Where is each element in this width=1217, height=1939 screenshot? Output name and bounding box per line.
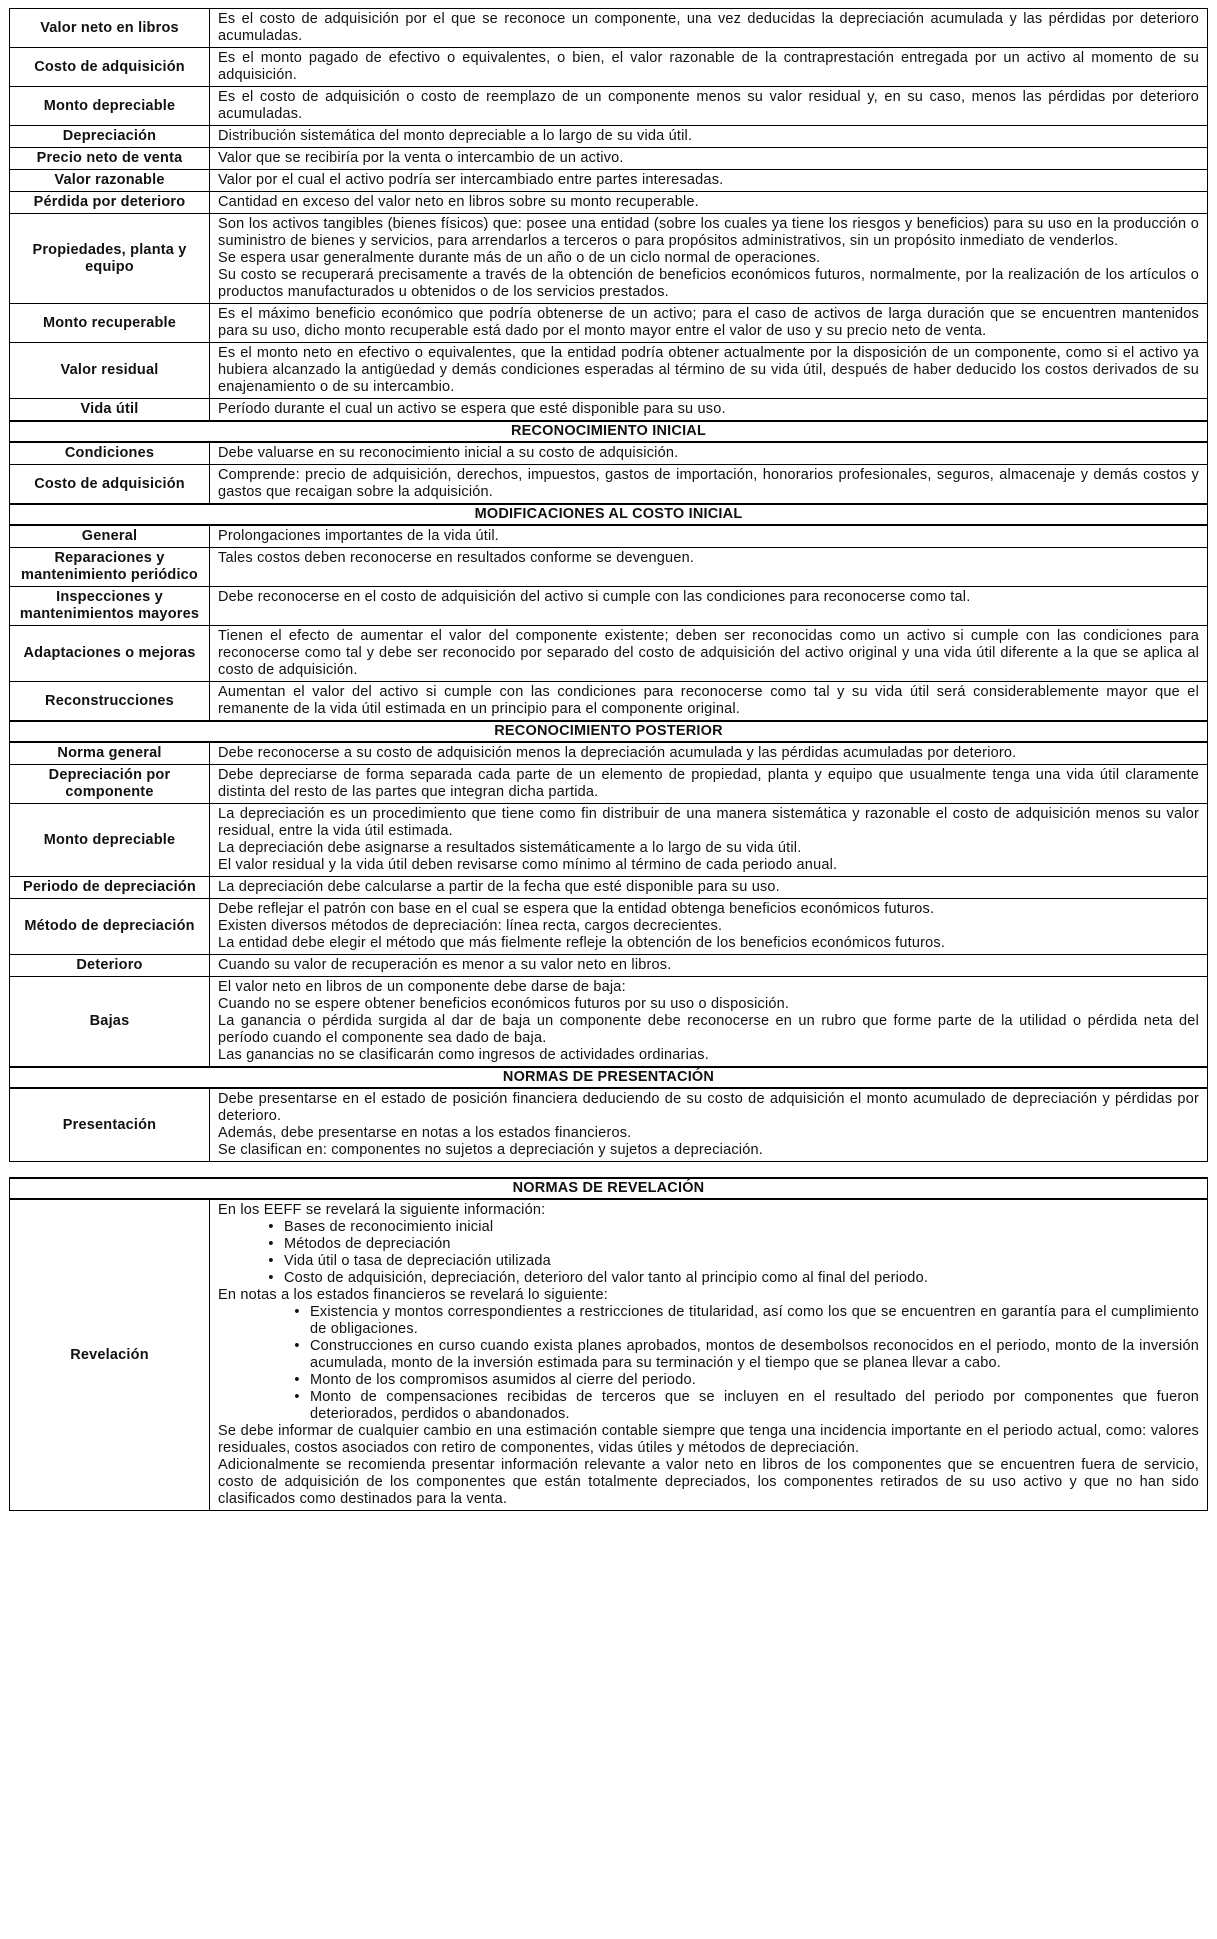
definition-cell [210, 343, 1208, 399]
term-label: Valor neto en libros [10, 9, 210, 48]
term-label: Vida útil [10, 399, 210, 422]
definition-cell [210, 804, 1208, 877]
term-label: Norma general [10, 742, 210, 765]
definition-paragraph: El valor residual y la vida útil deben revisarse como mínimo al término de cada periodo anual. [218, 857, 838, 873]
definition-cell [210, 765, 1208, 804]
term-row [10, 899, 1208, 955]
section-header-row [10, 1178, 1208, 1199]
bullet-text: Costo de adquisición, depreciación, deterioro del valor tanto al principio como al final del periodo. [284, 1270, 929, 1286]
definition-paragraph: Debe reflejar el patrón con base en el cual se espera que la entidad obtenga beneficios económicos futuros. [218, 901, 935, 917]
term-row [10, 192, 1208, 214]
term-label: Pérdida por deterioro [10, 192, 210, 214]
definition-cell [210, 877, 1208, 899]
bullet-item [258, 1236, 1199, 1253]
bullet-text: Monto de los compromisos asumidos al cierre del periodo. [310, 1372, 696, 1388]
definition-paragraph: En los EEFF se revelará la siguiente información: [218, 1202, 546, 1218]
definition-paragraph: Se clasifican en: componentes no sujetos a depreciación y sujetos a depreciación. [218, 1142, 763, 1158]
term-row [10, 955, 1208, 977]
definition-paragraph: Debe depreciarse de forma separada cada parte de un elemento de propiedad, planta y equipo que usualmente tenga una vida útil claramente distinta del resto de las partes que integran dicha partida. [218, 767, 1199, 800]
definition-paragraph: Es el costo de adquisición por el que se reconoce un componente, una vez deducidas la depreciación acumulada y las pérdidas por deterioro acumuladas. [218, 11, 1199, 44]
definition-cell [210, 977, 1208, 1068]
bullet-text: Métodos de depreciación [284, 1236, 451, 1252]
definition-paragraph: Existen diversos métodos de depreciación: línea recta, cargos decrecientes. [218, 918, 723, 934]
bullet-icon: • [294, 1389, 300, 1405]
section-header-row [10, 504, 1208, 525]
definition-cell [210, 170, 1208, 192]
definition-paragraph: Es el monto neto en efectivo o equivalentes, que la entidad podría obtener actualmente por la disposición de un componente, como si el activo ya hubiera alcanzado la antigüedad y demás condiciones esperadas al término de su vida útil, después de haber deducido los costos derivados de su enajenamiento o de su intercambio. [218, 345, 1199, 395]
term-label: Monto depreciable [10, 804, 210, 877]
spacer-row [10, 1162, 1208, 1179]
definition-cell [210, 1199, 1208, 1511]
bullet-text: Existencia y montos correspondientes a restricciones de titularidad, así como los que se encuentren en garantía para el cumplimiento de obligaciones. [310, 1304, 1199, 1337]
spacer-cell [10, 1162, 1208, 1179]
definition-cell [210, 87, 1208, 126]
term-label: Periodo de depreciación [10, 877, 210, 899]
definition-cell [210, 587, 1208, 626]
definition-cell [210, 955, 1208, 977]
term-row [10, 87, 1208, 126]
definition-cell [210, 548, 1208, 587]
term-row [10, 977, 1208, 1068]
bullet-icon: • [294, 1304, 300, 1320]
bullet-text: Monto de compensaciones recibidas de terceros que se incluyen en el resultado del periodo por componentes que fueron deteriorados, perdidos o abandonados. [310, 1389, 1199, 1422]
definition-paragraph: Prolongaciones importantes de la vida útil. [218, 528, 500, 544]
definition-cell [210, 742, 1208, 765]
bullet-item [258, 1253, 1199, 1270]
section-header-row [10, 421, 1208, 442]
term-label: Reparaciones y mantenimiento periódico [10, 548, 210, 587]
definition-paragraph: Comprende: precio de adquisición, derechos, impuestos, gastos de importación, honorarios profesionales, seguros, almacenaje y demás costos y gastos que recaigan sobre la adquisición. [218, 467, 1199, 500]
term-row [10, 214, 1208, 304]
definition-cell [210, 48, 1208, 87]
bullet-item [284, 1389, 1199, 1423]
definition-paragraph: Debe reconocerse en el costo de adquisición del activo si cumple con las condiciones para reconocerse como tal. [218, 589, 971, 605]
term-row [10, 48, 1208, 87]
definition-paragraph: Tienen el efecto de aumentar el valor del componente existente; deben ser reconocidas como un activo si cumple con las condiciones para reconocerse como tal y debe ser reconocido por separado del costo de adquisición del activo original y una vida útil diferente a la que se aplica al costo de adquisición. [218, 628, 1199, 678]
definition-cell [210, 214, 1208, 304]
term-label: General [10, 525, 210, 548]
term-row [10, 343, 1208, 399]
term-row [10, 442, 1208, 465]
bullet-icon: • [268, 1219, 274, 1235]
bullet-text: Construcciones en curso cuando exista planes aprobados, montos de desembolsos reconocidos en el periodo, monto de la inversión acumulada, monto de la inversión estimada para su terminación y el tiempo que se planea llevar a cabo. [310, 1338, 1199, 1371]
bullet-text: Bases de reconocimiento inicial [284, 1219, 494, 1235]
term-row [10, 626, 1208, 682]
term-label: Precio neto de venta [10, 148, 210, 170]
definition-cell [210, 192, 1208, 214]
term-row [10, 765, 1208, 804]
definition-paragraph: Valor que se recibiría por la venta o intercambio de un activo. [218, 150, 624, 166]
term-row [10, 399, 1208, 422]
definition-paragraph: Cuando su valor de recuperación es menor a su valor neto en libros. [218, 957, 672, 973]
definition-cell [210, 1088, 1208, 1162]
term-row [10, 877, 1208, 899]
definition-paragraph: La depreciación es un procedimiento que tiene como fin distribuir de una manera sistemática y razonable el costo de adquisición menos su valor residual, entre la vida útil estimada. [218, 806, 1199, 839]
definition-paragraph: Es el monto pagado de efectivo o equivalentes, o bien, el valor razonable de la contraprestación entregada por un activo al momento de su adquisición. [218, 50, 1199, 83]
term-label: Condiciones [10, 442, 210, 465]
definition-paragraph: Su costo se recuperará precisamente a través de la obtención de beneficios económicos futuros, normalmente, por la realización de los artículos o productos manufacturados u obtenidos o de los servicios prestados. [218, 267, 1199, 300]
definition-paragraph: La depreciación debe asignarse a resultados sistemáticamente a lo largo de su vida útil. [218, 840, 802, 856]
definition-paragraph: Distribución sistemática del monto depreciable a lo largo de su vida útil. [218, 128, 693, 144]
bullet-text: Vida útil o tasa de depreciación utilizada [284, 1253, 551, 1269]
term-label: Monto recuperable [10, 304, 210, 343]
bullet-item [258, 1219, 1199, 1236]
term-row [10, 548, 1208, 587]
definition-paragraph: Son los activos tangibles (bienes físicos) que: posee una entidad (sobre los cuales ya tiene los riesgos y beneficios) para su uso en la producción o suministro de bienes y servicios, para arrendarlos a terceros o para propósitos administrativos, sin un propósito inmediato de venderlos. [218, 216, 1199, 249]
definition-cell [210, 304, 1208, 343]
definition-cell [210, 399, 1208, 422]
term-label: Reconstrucciones [10, 682, 210, 722]
term-label: Deterioro [10, 955, 210, 977]
definition-cell [210, 525, 1208, 548]
definition-paragraph: Cantidad en exceso del valor neto en libros sobre su monto recuperable. [218, 194, 699, 210]
term-label: Bajas [10, 977, 210, 1068]
definition-paragraph: Se debe informar de cualquier cambio en una estimación contable siempre que tenga una incidencia importante en el periodo actual, como: valores residuales, costos asociados con retiro de componentes, vidas útiles y métodos de depreciación. [218, 1423, 1199, 1456]
term-label: Costo de adquisición [10, 48, 210, 87]
definition-cell [210, 126, 1208, 148]
term-row [10, 126, 1208, 148]
bullet-icon: • [294, 1338, 300, 1354]
definition-cell [210, 9, 1208, 48]
definition-paragraph: Las ganancias no se clasificarán como ingresos de actividades ordinarias. [218, 1047, 709, 1063]
definition-cell [210, 148, 1208, 170]
section-title: NORMAS DE REVELACIÓN [10, 1178, 1208, 1199]
term-label: Presentación [10, 1088, 210, 1162]
term-label: Depreciación por componente [10, 765, 210, 804]
bullet-item [284, 1338, 1199, 1372]
bullet-icon: • [294, 1372, 300, 1388]
definition-paragraph: Valor por el cual el activo podría ser intercambiado entre partes interesadas. [218, 172, 724, 188]
definition-paragraph: Debe presentarse en el estado de posición financiera deduciendo de su costo de adquisición el monto acumulado de depreciación y pérdidas por deterioro. [218, 1091, 1199, 1124]
section-title: RECONOCIMIENTO POSTERIOR [10, 721, 1208, 742]
definition-paragraph: Aumentan el valor del activo si cumple con las condiciones para reconocerse como tal y su vida útil será considerablemente mayor que el remanente de la vida útil estimada en un principio para el componente original. [218, 684, 1199, 717]
term-row [10, 170, 1208, 192]
term-label: Propiedades, planta y equipo [10, 214, 210, 304]
definition-paragraph: La entidad debe elegir el método que más fielmente refleje la obtención de los beneficios económicos futuros. [218, 935, 946, 951]
term-row [10, 525, 1208, 548]
bullet-icon: • [268, 1236, 274, 1252]
definition-paragraph: Período durante el cual un activo se espera que esté disponible para su uso. [218, 401, 726, 417]
definition-cell [210, 899, 1208, 955]
definition-paragraph: En notas a los estados financieros se revelará lo siguiente: [218, 1287, 609, 1303]
term-row [10, 804, 1208, 877]
section-title: RECONOCIMIENTO INICIAL [10, 421, 1208, 442]
term-row [10, 742, 1208, 765]
term-row [10, 587, 1208, 626]
definitions-table [9, 8, 1208, 1511]
term-label: Valor residual [10, 343, 210, 399]
definition-paragraph: La ganancia o pérdida surgida al dar de baja un componente debe reconocerse en un rubro que forme parte de la utilidad o pérdida neta del período cuando el componente sea dado de baja. [218, 1013, 1199, 1046]
definition-paragraph: Es el máximo beneficio económico que podría obtenerse de un activo; para el caso de activos de larga duración que se encuentren mantenidos para su uso, dicho monto recuperable está dado por el monto mayor entre el valor de uso y su precio neto de venta. [218, 306, 1199, 339]
definition-paragraph: Cuando no se espere obtener beneficios económicos futuros por su uso o disposición. [218, 996, 790, 1012]
term-label: Adaptaciones o mejoras [10, 626, 210, 682]
term-label: Monto depreciable [10, 87, 210, 126]
definition-paragraph: Debe valuarse en su reconocimiento inicial a su costo de adquisición. [218, 445, 679, 461]
term-row [10, 465, 1208, 505]
term-row [10, 1199, 1208, 1511]
section-header-row [10, 721, 1208, 742]
bullet-item [284, 1304, 1199, 1338]
definition-paragraph: Tales costos deben reconocerse en resultados conforme se devenguen. [218, 550, 695, 566]
section-title: NORMAS DE PRESENTACIÓN [10, 1067, 1208, 1088]
definition-paragraph: Debe reconocerse a su costo de adquisición menos la depreciación acumulada y las pérdidas acumuladas por deterioro. [218, 745, 1017, 761]
bullet-icon: • [268, 1270, 274, 1286]
bullet-item [258, 1270, 1199, 1287]
definition-cell [210, 465, 1208, 505]
definition-paragraph: Adicionalmente se recomienda presentar información relevante a valor neto en libros de los componentes que se encuentren fuera de servicio, costo de adquisición de los componentes que están totalmente depreciados, los componentes retirados de su uso activo y que no han sido clasificados como destinados para la venta. [218, 1457, 1199, 1507]
bullet-icon: • [268, 1253, 274, 1269]
term-row [10, 148, 1208, 170]
term-row [10, 9, 1208, 48]
term-row [10, 1088, 1208, 1162]
term-row [10, 682, 1208, 722]
definition-paragraph: Además, debe presentarse en notas a los estados financieros. [218, 1125, 632, 1141]
term-label: Revelación [10, 1199, 210, 1511]
term-label: Costo de adquisición [10, 465, 210, 505]
definition-paragraph: El valor neto en libros de un componente debe darse de baja: [218, 979, 626, 995]
definitions-table-body [10, 9, 1208, 1511]
section-title: MODIFICACIONES AL COSTO INICIAL [10, 504, 1208, 525]
term-label: Método de depreciación [10, 899, 210, 955]
definition-paragraph: Se espera usar generalmente durante más de un año o de un ciclo normal de operaciones. [218, 250, 821, 266]
definition-paragraph: Es el costo de adquisición o costo de reemplazo de un componente menos su valor residual y, en su caso, menos las pérdidas por deterioro acumuladas. [218, 89, 1199, 122]
term-label: Depreciación [10, 126, 210, 148]
term-row [10, 304, 1208, 343]
term-label: Inspecciones y mantenimientos mayores [10, 587, 210, 626]
definition-cell [210, 442, 1208, 465]
term-label: Valor razonable [10, 170, 210, 192]
bullet-item [284, 1372, 1199, 1389]
definition-paragraph: La depreciación debe calcularse a partir de la fecha que esté disponible para su uso. [218, 879, 780, 895]
section-header-row [10, 1067, 1208, 1088]
definition-cell [210, 682, 1208, 722]
definition-cell [210, 626, 1208, 682]
